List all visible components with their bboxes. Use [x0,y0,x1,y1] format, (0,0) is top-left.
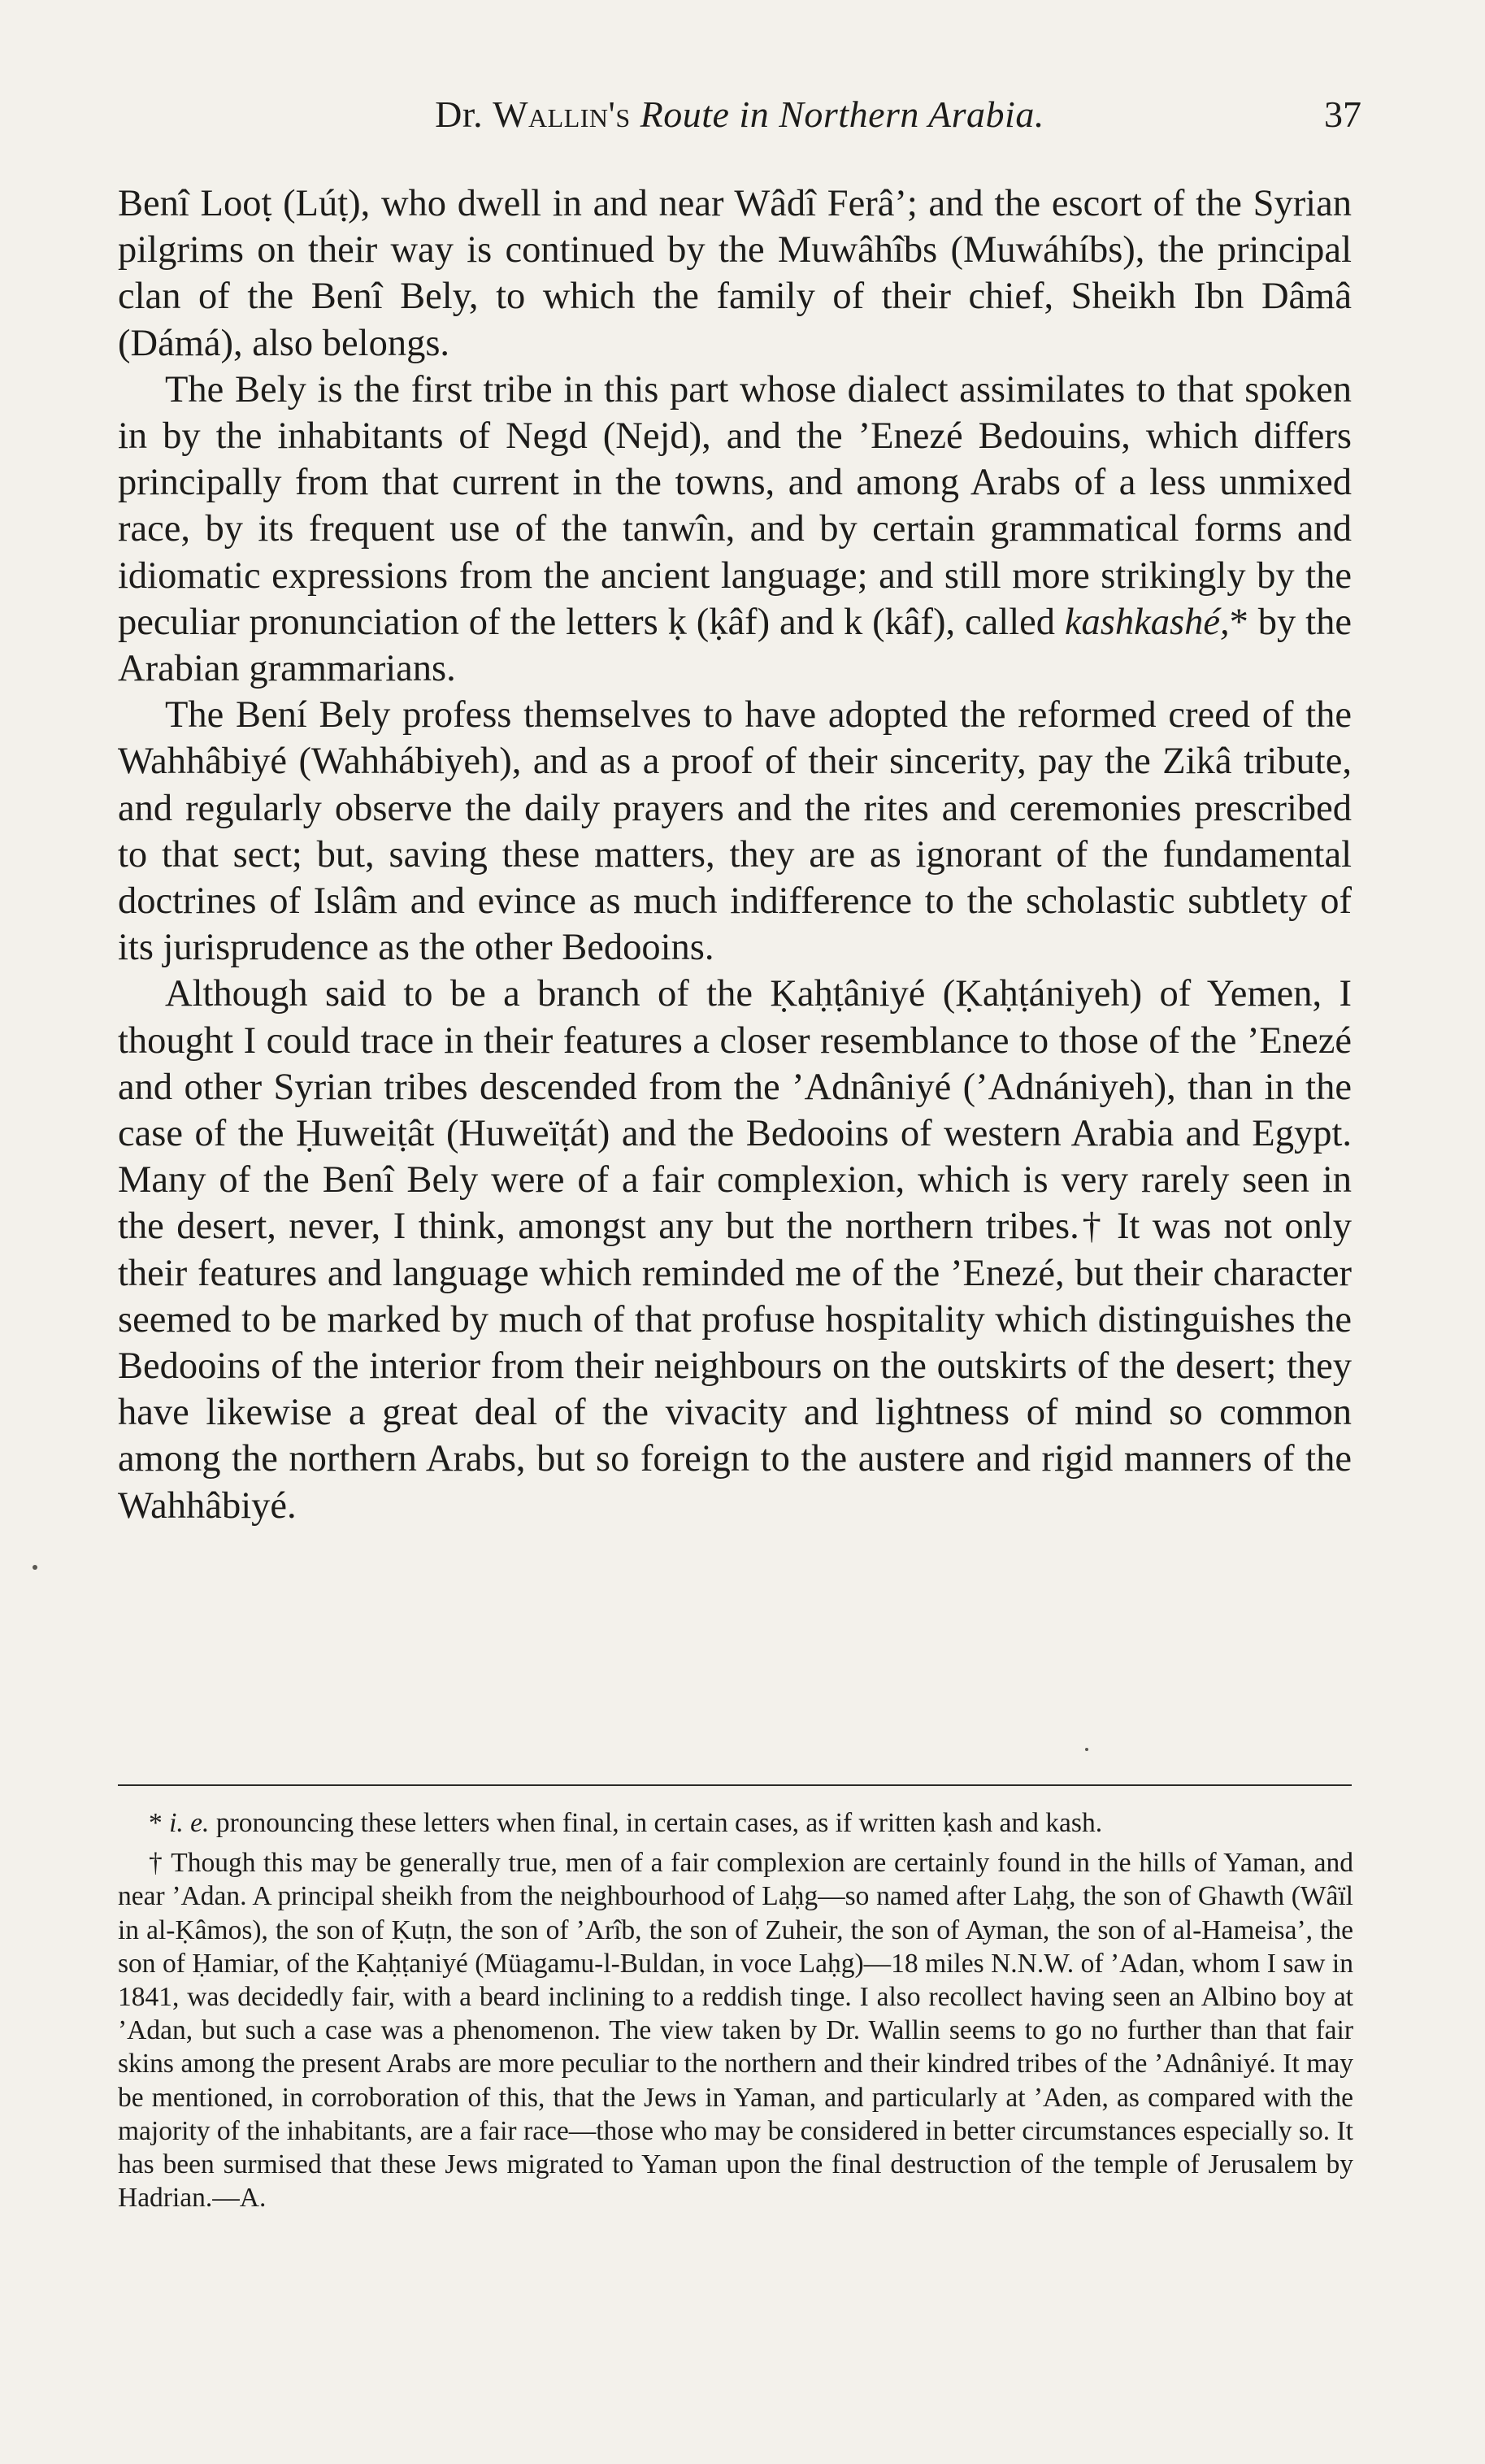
paragraph-2-text-after: * by the Arabian grammarians. [118,601,1352,690]
paragraph-1 [118,180,1352,367]
paragraph-3-text: The Bení Bely profess themselves to have adopted the reformed creed of the Wahhâbiyé (Wahhábiyeh), and as a proof of their sincerity, pay the Zikâ tribute, and regularly observe the daily prayers and the rites and ceremonies prescribed to that sect; but, saving these matters, they are as ignorant of the fundamental doctrines of Islâm and evince as much indifference to the scholastic subtlety of its jurisprudence as the other Bedooins. [118,694,1352,969]
footnote-1-italic: i. e. [169,1808,210,1838]
title-prefix: Dr. [435,93,484,135]
paragraph-4 [118,971,1352,1528]
running-title [118,86,1361,143]
footnote-divider [118,1784,1352,1786]
paragraph-4-text: Although said to be a branch of the Ḳaḥṭâniyé (Ḳaḥṭániyeh) of Yemen, I thought I could trace in their features a closer resemblance to those of the ’Enezé and other Syrian tribes descended from the ’Adnâniyé (’Adnániyeh), than in the case of the Ḥuweiṭât (Huweïṭát) and the Bedooins of western Arabia and Egypt. Many of the Benî Bely were of a fair complexion, which is very rarely seen in the desert, never, I think, amongst any but the northern tribes.† It was not only their features and language which reminded me of the ’Enezé, but their character seemed to be marked by much of that profuse hospitality which distinguishes the Bedooins of the interior from their neighbours on the outskirts of the desert; they have likewise a great deal of the vivacity and lightness of mind so common among the northern Arabs, but so foreign to the austere and rigid manners of the Wahhâbiyé. [118,973,1352,1527]
footnote-2 [118,1846,1353,2214]
footnotes [118,1806,1353,2221]
footnote-2-mark: † [149,1848,164,1879]
paragraph-2 [118,367,1352,692]
paragraph-1-text: Benî Looṭ (Lúṭ), who dwell in and near Wâdî Ferâ’; and the escort of the Syrian pilgrims on their way is continued by the Muwâhîbs (Muwáhíbs), the principal clan of the Benî Bely, to which the family of their chief, Sheikh Ibn Dâmâ (Dámá), also belongs. [118,183,1352,364]
page-number: 37 [1324,93,1361,135]
paragraph-3 [118,692,1352,971]
paragraph-2-text: The Bely is the first tribe in this part whose dialect assimilates to that spoken in by the inhabitants of Negd (Nejd), and the ’Enezé Bedouins, which differs principally from that current in the towns, and among Arabs of a less unmixed race, by its frequent use of the tanwîn, and by certain grammatical forms and idiomatic expressions from the ancient language; and still more strikingly by the peculiar pronunciation of the letters ḳ (ḳâf) and k (kâf), called [118,368,1352,643]
paragraph-2-italic-term: kashkashé, [1064,601,1230,643]
footnote-1-text: pronouncing these letters when final, in certain cases, as if written ḳash and kash. [209,1808,1103,1838]
title-author: Wallin's [493,93,631,135]
body-text [118,180,1352,1529]
footnote-1 [118,1806,1353,1840]
paper-speck [1085,1748,1088,1751]
running-head [118,86,1361,143]
title-rest: Route in Northern Arabia. [640,93,1044,135]
paper-speck [33,1565,37,1570]
footnote-1-mark: * [149,1808,163,1838]
footnote-2-text: Though this may be generally true, men of a fair complexion are certainly found in the hills of Yaman, and near ’Adan. A principal sheikh from the neighbourhood of Laḥg—so named after Laḥg, the son of Ghawth (Wâïl in al-Ḳâmos), the son of Ḳuṭn, the son of ’Arîb, the son of Zuheir, the son of Ayman, the son of al-Hameisa’, the son of Ḥamiar, of the Ḳaḥṭaniyé (Müagamu-l-Buldan, in voce Laḥg)—18 miles N.N.W. of ’Adan, whom I saw in 1841, was decidedly fair, with a beard inclining to a reddish tinge. I also recollect having seen an Albino boy at ’Adan, but such a case was a phenomenon. The view taken by Dr. Wallin seems to go no further than that fair skins among the present Arabs are more peculiar to the northern and their kindred tribes of the ’Adnâniyé. It may be mentioned, in corroboration of this, that the Jews in Yaman, and particularly at ’Aden, as compared with the majority of the inhabitants, are a fair race—those who may be considered in better circumstances especially so. It has been surmised that these Jews migrated to Yaman upon the final destruction of the temple of Jerusalem by Hadrian.—A. [118,1848,1353,2214]
